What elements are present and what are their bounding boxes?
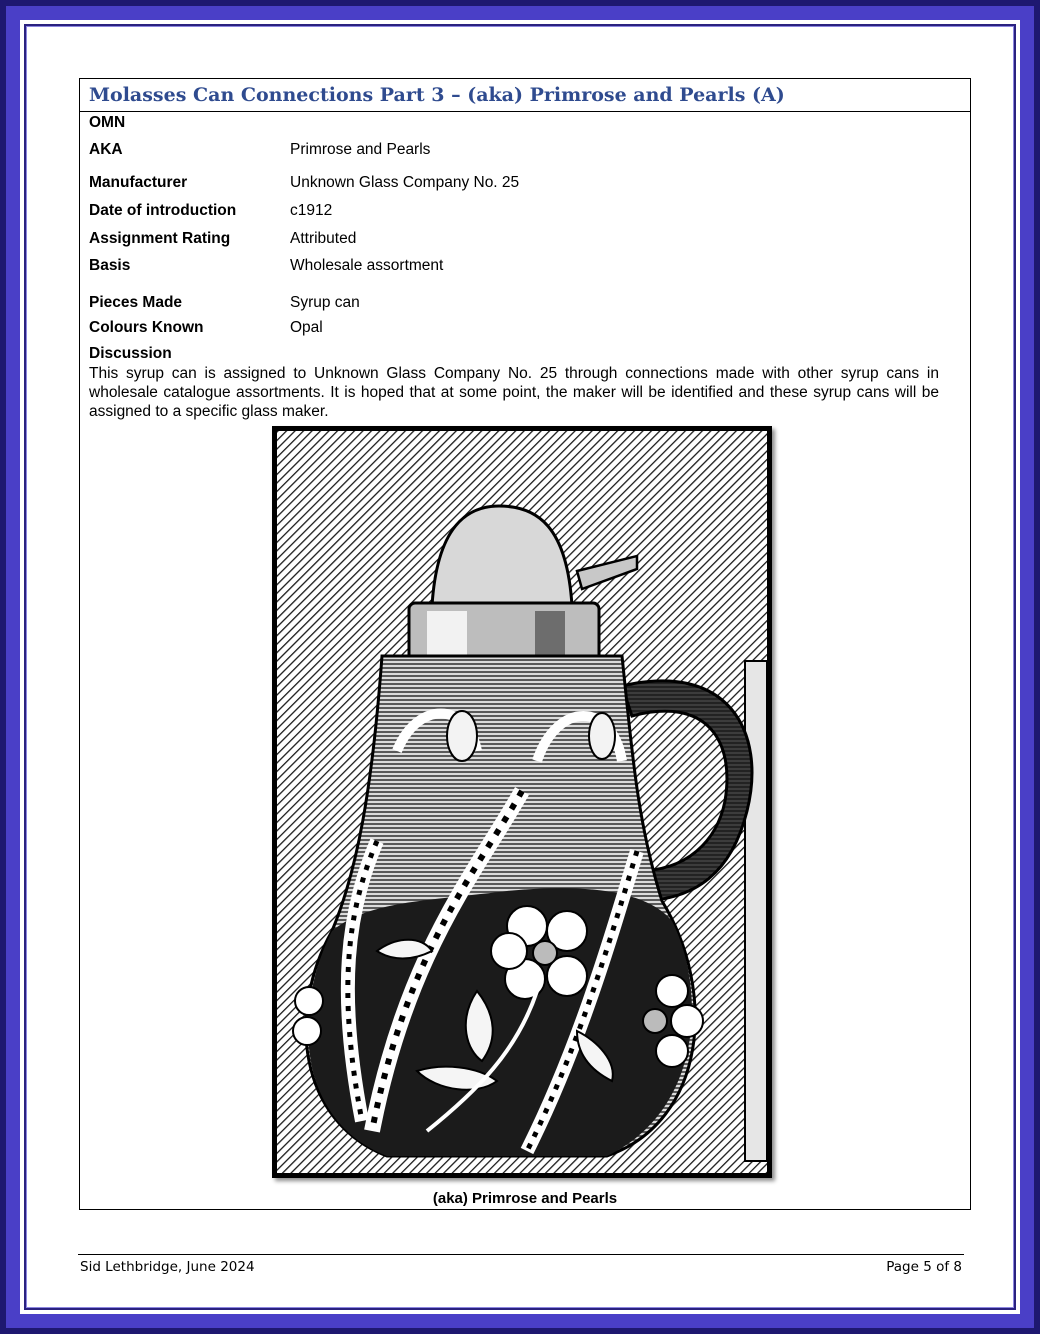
- field-label: Assignment Rating: [89, 230, 231, 247]
- footer-divider: [78, 1254, 964, 1255]
- field-value: Primrose and Pearls: [290, 141, 431, 158]
- discussion-heading: Discussion: [89, 345, 172, 362]
- field-label: OMN: [89, 114, 126, 131]
- footer-author: Sid Lethbridge, June 2024: [80, 1259, 255, 1275]
- document-table: [79, 78, 971, 1210]
- field-value: c1912: [290, 202, 333, 219]
- field-label: Date of introduction: [89, 202, 237, 219]
- field-value: Opal: [290, 319, 323, 336]
- field-value: Unknown Glass Company No. 25: [290, 174, 520, 191]
- field-value: Syrup can: [290, 294, 360, 311]
- page-title: Molasses Can Connections Part 3 – (aka) Primrose and Pearls (A): [80, 79, 970, 112]
- syrup-can-illustration: [272, 426, 772, 1178]
- field-label: Manufacturer: [89, 174, 188, 191]
- field-label: Basis: [89, 257, 131, 274]
- footer-page-number: Page 5 of 8: [886, 1259, 962, 1275]
- field-label: Pieces Made: [89, 294, 183, 311]
- field-label: AKA: [89, 141, 123, 158]
- field-label: Colours Known: [89, 319, 204, 336]
- figure-caption: (aka) Primrose and Pearls: [432, 1190, 618, 1207]
- discussion-paragraph: This syrup can is assigned to Unknown Glass Company No. 25 through connections made with other syrup cans in wholesale catalogue assortments. It is hoped that at some point, the maker will be identified and these syrup cans will be assigned to a specific glass maker.: [89, 365, 939, 420]
- field-value: Wholesale assortment: [290, 257, 444, 274]
- field-value: Attributed: [290, 230, 357, 247]
